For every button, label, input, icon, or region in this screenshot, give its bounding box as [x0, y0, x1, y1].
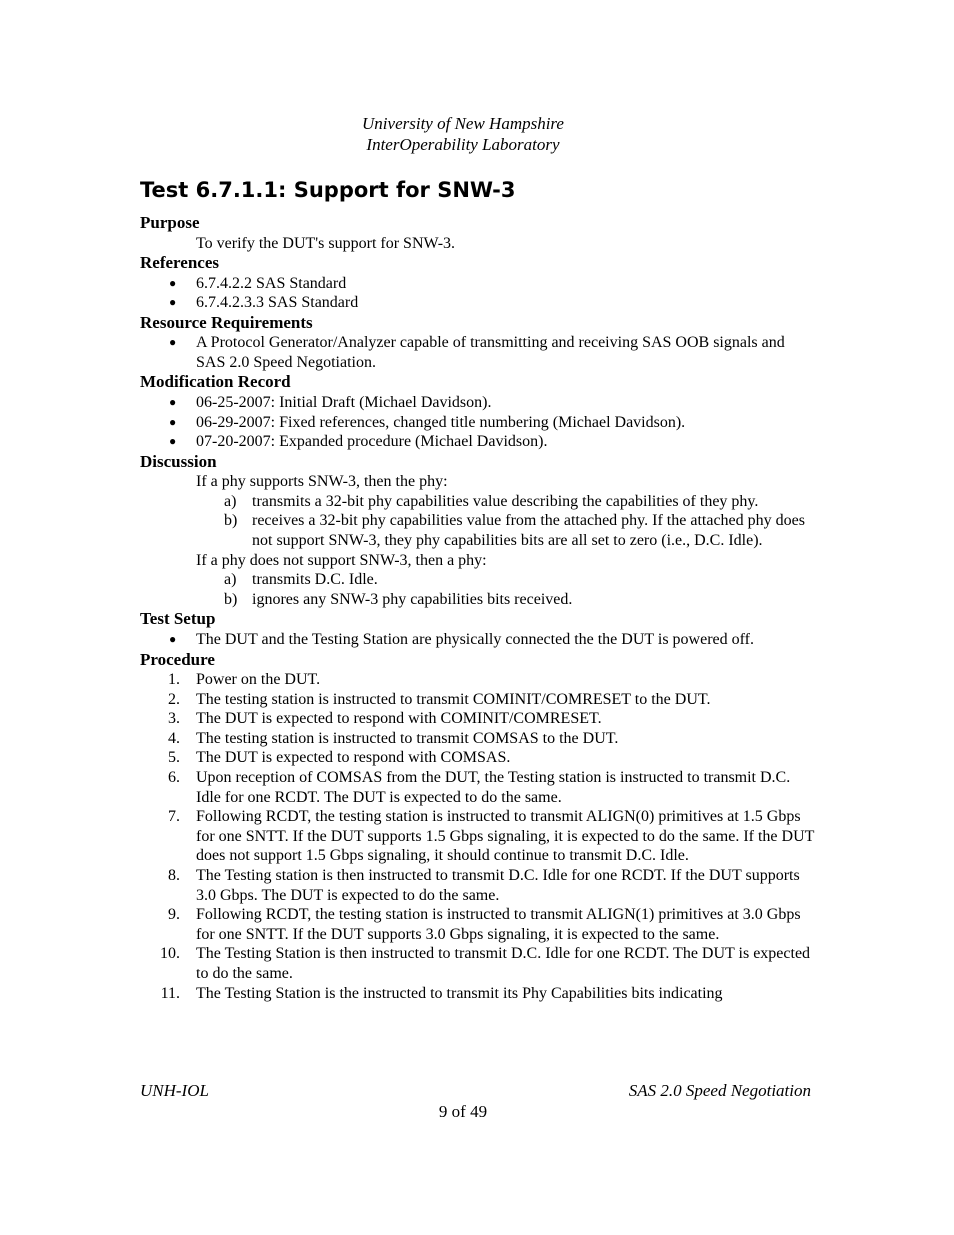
- bullet-icon: ●: [169, 295, 177, 310]
- procedure-heading: Procedure: [140, 649, 215, 669]
- modification-list: [140, 393, 816, 452]
- references-heading: References: [140, 253, 219, 273]
- discussion-intro-1: If a phy supports SNW-3, then the phy:: [196, 473, 448, 491]
- list-item: ● A Protocol Generator/Analyzer capable of transmitting and receiving SAS OOB signals and SAS 2.0 Speed Negotiation.: [169, 334, 785, 371]
- page-number: 9 of 49: [438, 1102, 488, 1121]
- discussion-list-2: [140, 570, 816, 609]
- document-body: [140, 213, 816, 1003]
- list-item: a) transmits a 32-bit phy capabilities value describing the capabilities of they phy.: [224, 492, 759, 510]
- section-purpose: [140, 213, 816, 253]
- procedure-step: 9. Following RCDT, the testing station is instructed to transmit ALIGN(1) primitives at 3.0 Gbps for one SNTT. If the DUT supports 3.0 Gbps signaling, it is expected to the same.: [168, 906, 801, 943]
- list-item: ● 06-29-2007: Fixed references, changed title numbering (Michael Davidson).: [169, 413, 686, 431]
- list-item: a) transmits D.C. Idle.: [224, 571, 378, 589]
- section-procedure: [140, 650, 816, 1004]
- resources-list: [140, 333, 816, 372]
- list-item: ● 06-25-2007: Initial Draft (Michael Davidson).: [169, 393, 492, 411]
- page-header: [0, 113, 926, 155]
- list-item: b) receives a 32-bit phy capabilities value from the attached phy. If the attached phy does not support SNW-3, they phy capabilities bits are all set to zero (i.e., D.C. Idle).: [224, 512, 805, 550]
- setup-list: [140, 630, 816, 650]
- procedure-step: 8. The Testing station is then instructed to transmit D.C. Idle for one RCDT. If the DUT supports 3.0 Gbps. The DUT is expected to do the same.: [168, 866, 800, 904]
- bullet-icon: ●: [169, 335, 177, 350]
- section-modification: [140, 372, 816, 451]
- procedure-step: 3. The DUT is expected to respond with COMINIT/COMRESET.: [168, 710, 602, 728]
- discussion-intro-2: If a phy does not support SNW-3, then a phy:: [196, 551, 487, 569]
- bullet-icon: ●: [169, 434, 177, 449]
- list-item: b) ignores any SNW-3 phy capabilities bits received.: [224, 590, 573, 608]
- procedure-step: 4. The testing station is instructed to transmit COMSAS to the DUT.: [168, 729, 619, 747]
- purpose-text: To verify the DUT's support for SNW-3.: [196, 234, 456, 252]
- procedure-steps: [140, 670, 816, 1003]
- list-item: ● 6.7.4.2.3.3 SAS Standard: [169, 294, 359, 312]
- section-resources: [140, 313, 816, 373]
- setup-heading: Test Setup: [140, 609, 216, 629]
- resources-heading: Resource Requirements: [140, 312, 313, 332]
- procedure-step: 10. The Testing Station is then instructed to transmit D.C. Idle for one RCDT. The DUT is expected to do the same.: [160, 945, 811, 982]
- references-list: [140, 274, 816, 313]
- list-item: ● 07-20-2007: Expanded procedure (Michael Davidson).: [169, 433, 548, 451]
- bullet-icon: ●: [169, 275, 177, 290]
- procedure-step: 7. Following RCDT, the testing station is instructed to transmit ALIGN(0) primitives at 1.5 Gbps for one SNTT. If the DUT supports 1.5 Gbps signaling, it is expected to do the same. If the DUT does not support 1.5 Gbps signaling, it should continue to transmit D.C. Idle.: [168, 808, 815, 865]
- section-discussion: [140, 452, 816, 610]
- bullet-icon: ●: [169, 414, 177, 429]
- test-title: Test 6.7.1.1: Support for SNW-3: [140, 178, 516, 202]
- list-item: ● The DUT and the Testing Station are physically connected the the DUT is powered off.: [169, 630, 754, 648]
- list-item: ● 6.7.4.2.2 SAS Standard: [169, 274, 347, 292]
- procedure-step: 1. Power on the DUT.: [168, 671, 321, 688]
- discussion-heading: Discussion: [140, 451, 217, 471]
- footer-org: UNH-IOL: [140, 1081, 209, 1100]
- procedure-step: 6. Upon reception of COMSAS from the DUT, the Testing station is instructed to transmit D.C. Idle for one RCDT. The DUT is expected to do the same.: [168, 768, 791, 806]
- modification-heading: Modification Record: [140, 372, 291, 392]
- header-institution: University of New Hampshire: [362, 114, 564, 133]
- procedure-step: 11. The Testing Station is the instructed to transmit its Phy Capabilities bits indicating: [160, 984, 723, 1002]
- header-lab: InterOperability Laboratory: [366, 135, 560, 154]
- purpose-heading: Purpose: [140, 213, 200, 232]
- bullet-icon: ●: [169, 394, 177, 409]
- section-test-setup: [140, 609, 816, 649]
- procedure-step: 5. The DUT is expected to respond with COMSAS.: [168, 749, 511, 767]
- procedure-step: 2. The testing station is instructed to transmit COMINIT/COMRESET to the DUT.: [168, 690, 711, 708]
- section-references: [140, 253, 816, 313]
- bullet-icon: ●: [169, 631, 177, 646]
- footer-doc-title: SAS 2.0 Speed Negotiation: [628, 1081, 811, 1100]
- discussion-list-1: [140, 492, 816, 551]
